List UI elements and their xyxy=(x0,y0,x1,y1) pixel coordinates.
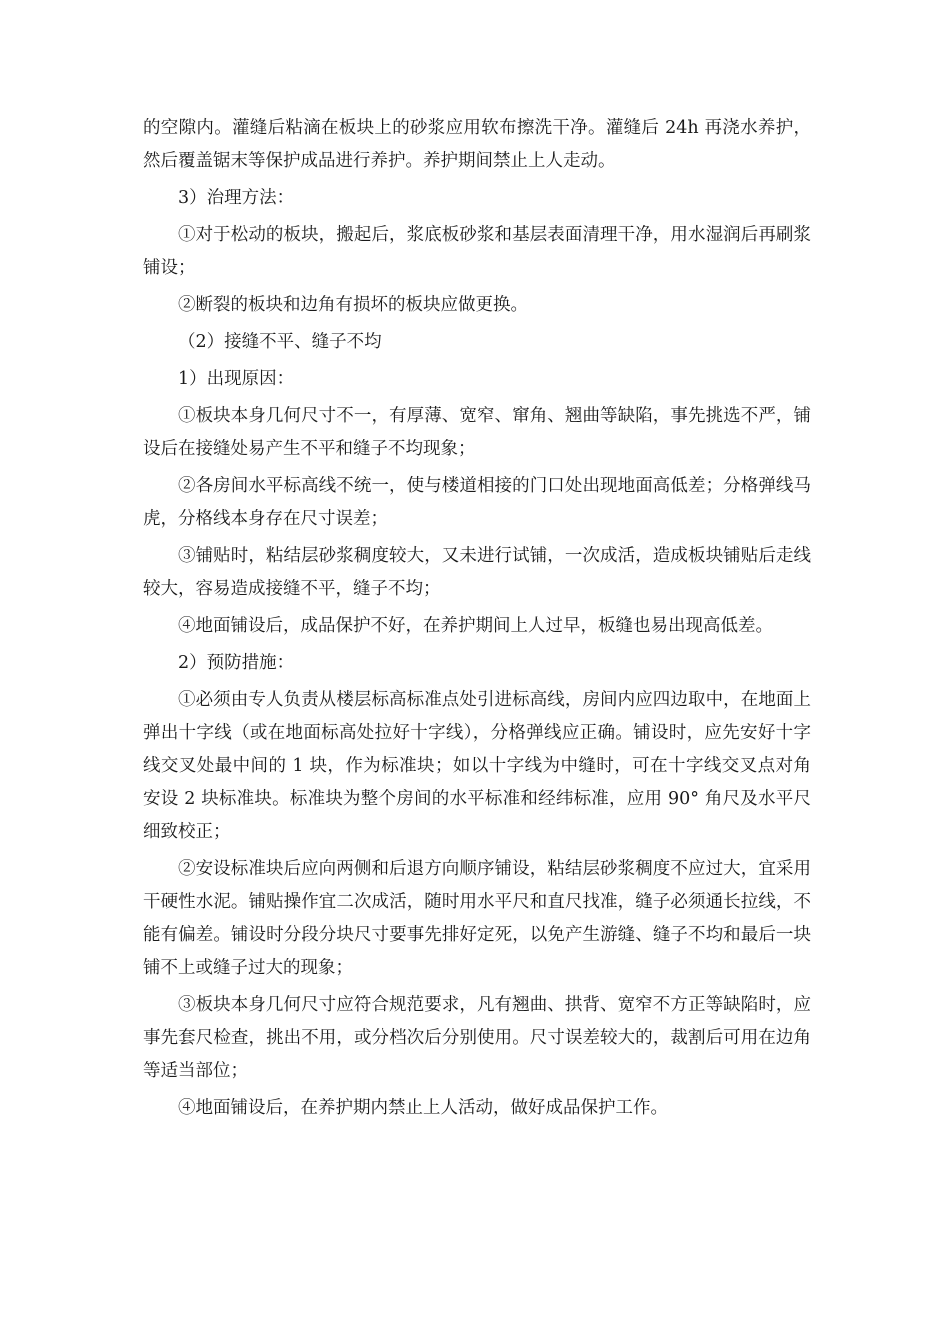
paragraph-12: ①必须由专人负责从楼层标高标准点处引进标高线，房间内应四边取中，在地面上弹出十字线（或在地面标高处拉好十字线），分格弹线应正确。铺设时，应先安好十字线交叉处最中间的 1 块，作为标准块；如以十字线为中缝时，可在十字线交叉点对角安设 2 块标准块。标准块为整个房间的水平标准和经纬标准，应用 90° 角尺及水平尺细致校正； xyxy=(143,690,811,842)
paragraph-13: ②安设标准块后应向两侧和后退方向顺序铺设，粘结层砂浆稠度不应过大，宜采用干硬性水泥。铺贴操作宜二次成活，随时用水平尺和直尺找准，缝子必须通长拉线，不能有偏差。铺设时分段分块尺寸要事先排好定死，以免产生游缝、缝子不均和最后一块铺不上或缝子过大的现象； xyxy=(143,859,811,978)
paragraph-11: 2）预防措施： xyxy=(178,653,295,673)
paragraph-2: 3）治理方法： xyxy=(178,188,295,208)
paragraph-9: ③铺贴时，粘结层砂浆稠度较大，又未进行试铺，一次成活，造成板块铺贴后走线较大，容易造成接缝不平，缝子不均； xyxy=(143,546,811,599)
document-page xyxy=(143,112,811,1125)
paragraph-3: ①对于松动的板块，搬起后，浆底板砂浆和基层表面清理干净，用水湿润后再刷浆铺设； xyxy=(143,225,811,278)
paragraph-8: ②各房间水平标高线不统一，使与楼道相接的门口处出现地面高低差；分格弹线马虎，分格线本身存在尺寸误差； xyxy=(143,476,811,529)
paragraph-5: （2）接缝不平、缝子不均 xyxy=(178,332,382,352)
paragraph-1: 的空隙内。灌缝后粘滴在板块上的砂浆应用软布擦洗干净。灌缝后 24h 再浇水养护，然后覆盖锯末等保护成品进行养护。养护期间禁止上人走动。 xyxy=(143,118,811,171)
paragraph-6: 1）出现原因： xyxy=(178,369,295,389)
paragraph-14: ③板块本身几何尺寸应符合规范要求，凡有翘曲、拱背、宽窄不方正等缺陷时，应事先套尺检查，挑出不用，或分档次后分别使用。尺寸误差较大的，裁割后可用在边角等适当部位； xyxy=(143,995,811,1081)
paragraph-15: ④地面铺设后，在养护期内禁止上人活动，做好成品保护工作。 xyxy=(178,1098,668,1118)
paragraph-10: ④地面铺设后，成品保护不好，在养护期间上人过早，板缝也易出现高低差。 xyxy=(178,616,773,636)
paragraph-7: ①板块本身几何尺寸不一，有厚薄、宽窄、窜角、翘曲等缺陷，事先挑选不严，铺设后在接缝处易产生不平和缝子不均现象； xyxy=(143,406,811,459)
paragraph-4: ②断裂的板块和边角有损坏的板块应做更换。 xyxy=(178,295,528,315)
